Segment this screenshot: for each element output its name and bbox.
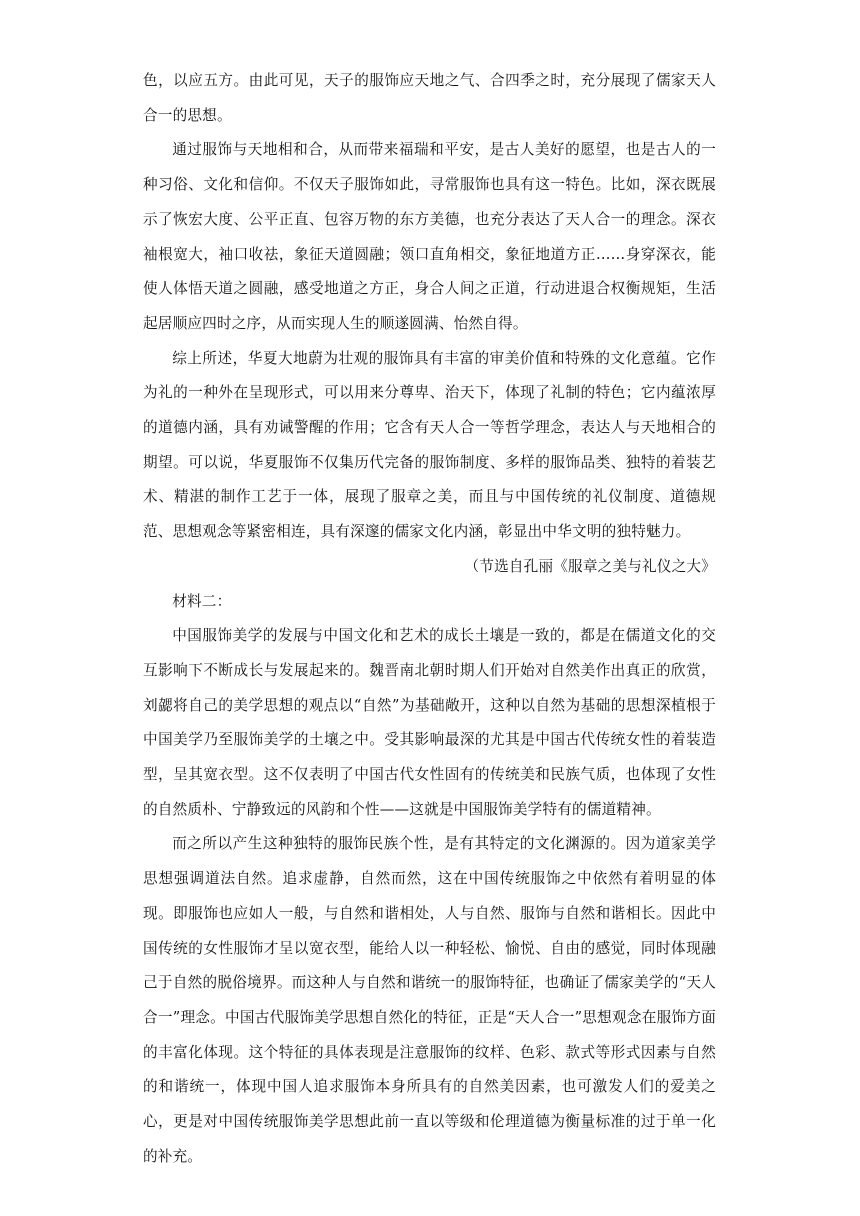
paragraph-1: 色，以应五方。由此可见，天子的服饰应天地之气、合四季之时，充分展现了儒家天人合一的思想。 (143, 72, 716, 124)
document-body (143, 64, 716, 1175)
paragraph-3: 综上所述，华夏大地蔚为壮观的服饰具有丰富的审美价值和特殊的文化意蕴。它作为礼的一种外在呈现形式，可以用来分尊卑、治天下，体现了礼制的特色；它内蕴浓厚的道德内涵，具有劝诫警醒的作用；它含有天人合一等哲学理念，表达人与天地相合的期望。可以说，华夏服饰不仅集历代完备的服饰制度、多样的服饰品类、独特的着装艺术、精湛的制作工艺于一体，展现了服章之美，而且与中国传统的礼仪制度、道德规范、思想观念等紧密相连，具有深邃的儒家文化内涵，彰显出中华文明的独特魅力。 (143, 349, 716, 541)
material-two-label: 材料二： (172, 592, 232, 610)
paragraph-5: 而之所以产生这种独特的服饰民族个性，是有其特定的文化渊源的。因为道家美学思想强调道法自然。追求虚静，自然而然，这在中国传统服饰之中依然有着明显的体现。即服饰也应如人一般，与自然和谐相处，人与自然、服饰与自然和谐相长。因此中国传统的女性服饰才呈以宽衣型，能给人以一种轻松、愉悦、自由的感觉，同时体现融己于自然的脱俗境界。而这种人与自然和谐统一的服饰特征，也确证了儒家美学的“天人合一”理念。中国古代服饰美学思想自然化的特征，正是“天人合一”思想观念在服饰方面的丰富化体现。这个特征的具体表现是注意服饰的纹样、色彩、款式等形式因素与自然的和谐统一，体现中国人追求服饰本身所具有的自然美因素，也可激发人们的爱美之心，更是对中国传统服饰美学思想此前一直以等级和伦理道德为衡量标准的过于单一化的补充。 (143, 835, 716, 1165)
source-citation: （节选自孔丽《服章之美与礼仪之大》 (464, 557, 716, 575)
paragraph-2: 通过服饰与天地相和合，从而带来福瑞和平安，是古人美好的愿望，也是古人的一种习俗、文化和信仰。不仅天子服饰如此，寻常服饰也具有这一特色。比如，深衣既展示了恢宏大度、公平正直、包容万物的东方美德，也充分表达了天人合一的理念。深衣袖根宽大，袖口收祛，象征天道圆融；领口直角相交，象征地道方正……身穿深衣，能使人体悟天道之圆融，感受地道之方正，身合人间之正道，行动进退合权衡规矩，生活起居顺应四时之序，从而实现人生的顺遂圆满、怡然自得。 (143, 141, 716, 332)
paragraph-4: 中国服饰美学的发展与中国文化和艺术的成长土壤是一致的，都是在儒道文化的交互影响下不断成长与发展起来的。魏晋南北朝时期人们开始对自然美作出真正的欣赏，刘勰将自己的美学思想的观点以“自然”为基础敞开，这种以自然为基础的思想深植根于中国美学乃至服饰美学的土壤之中。受其影响最深的尤其是中国古代传统女性的着装造型，呈其宽衣型。这不仅表明了中国古代女性固有的传统美和民族气质，也体现了女性的自然质朴、宁静致远的风韵和个性——这就是中国服饰美学特有的儒道精神。 (143, 627, 716, 818)
